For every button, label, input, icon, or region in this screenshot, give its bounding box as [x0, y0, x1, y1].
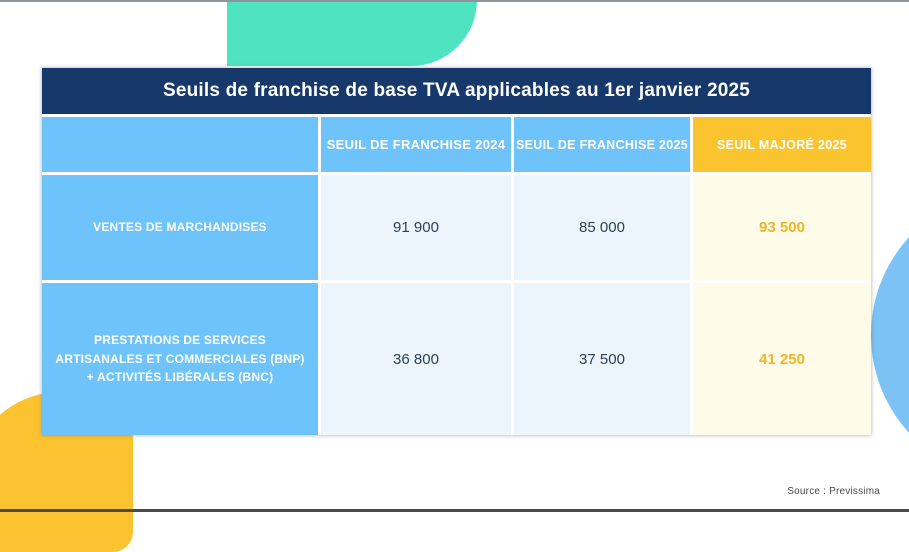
decorative-teal-shape	[227, 0, 477, 66]
column-header-seuil-majore-2025: SEUIL MAJORÉ 2025	[693, 117, 871, 172]
value-prestations-2025: 37 500	[514, 283, 690, 435]
value-prestations-2024: 36 800	[321, 283, 511, 435]
window-top-border	[0, 0, 909, 2]
value-ventes-majore-2025: 93 500	[693, 175, 871, 280]
source-credit: Source : Previssima	[787, 486, 880, 497]
table-title: Seuils de franchise de base TVA applicables au 1er janvier 2025	[42, 68, 871, 114]
value-prestations-majore-2025: 41 250	[693, 283, 871, 435]
value-ventes-2025: 85 000	[514, 175, 690, 280]
column-header-seuil-2024: SEUIL DE FRANCHISE 2024	[321, 117, 511, 172]
row-label-prestations-services: PRESTATIONS DE SERVICES ARTISANALES ET COMMERCIALES (BNP) + ACTIVITÉS LIBÉRALES (BNC)	[42, 283, 318, 435]
row-label-ventes-marchandises: VENTES DE MARCHANDISES	[42, 175, 318, 280]
column-header-seuil-2025: SEUIL DE FRANCHISE 2025	[514, 117, 690, 172]
decorative-blue-circle	[871, 190, 909, 480]
table-grid	[42, 117, 871, 435]
corner-header-cell	[42, 117, 318, 172]
value-ventes-2024: 91 900	[321, 175, 511, 280]
tva-thresholds-table	[42, 68, 871, 435]
